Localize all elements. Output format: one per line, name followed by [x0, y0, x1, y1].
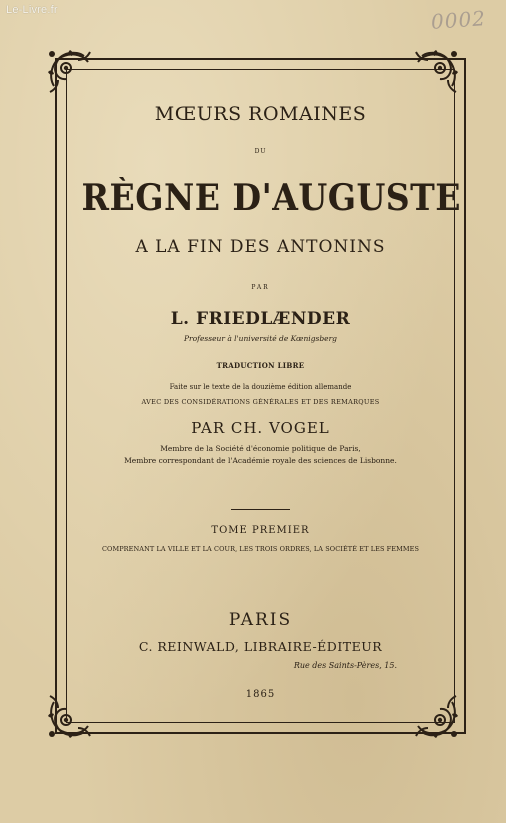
publication-city: PARIS	[228, 610, 293, 630]
translator-affiliation-2: Membre correspondant de l'Académie royale des sciences de Lisbonne.	[124, 456, 397, 465]
connector-du: DU	[254, 148, 267, 155]
divider-rule	[231, 509, 290, 510]
title-page-content	[66, 69, 461, 723]
publication-year: 1865	[245, 689, 276, 700]
watermark: Le-Livre.fr	[6, 4, 58, 16]
main-title: RÈGNE D'AUGUSTE	[81, 177, 461, 219]
translation-label: TRADUCTION LIBRE	[216, 361, 305, 370]
publisher-name: C. REINWALD, LIBRAIRE-ÉDITEUR	[138, 639, 383, 654]
translator-affiliation-1: Membre de la Société d'économie politique de Paris,	[160, 444, 361, 453]
handwritten-note: 0002	[430, 6, 487, 34]
series-title: MŒURS ROMAINES	[154, 103, 367, 125]
publisher-address: Rue des Saints-Pères, 15.	[293, 661, 397, 670]
translation-basis: Faite sur le texte de la douzième édition allemande	[169, 383, 352, 391]
author-name: L. FRIEDLÆNDER	[170, 309, 351, 329]
volume-contents: COMPRENANT LA VILLE ET LA COUR, LES TROIS ORDRES, LA SOCIÉTÉ ET LES FEMMES	[101, 545, 420, 553]
by-label: PAR	[251, 284, 270, 291]
author-affiliation: Professeur à l'université de Kœnigsberg	[184, 334, 337, 343]
translation-additions: AVEC DES CONSIDÉRATIONS GÉNÉRALES ET DES REMARQUES	[141, 398, 380, 406]
translator-name: PAR CH. VOGEL	[191, 419, 330, 437]
subtitle: A LA FIN DES ANTONINS	[135, 237, 386, 257]
volume-label: TOME PREMIER	[211, 525, 310, 536]
